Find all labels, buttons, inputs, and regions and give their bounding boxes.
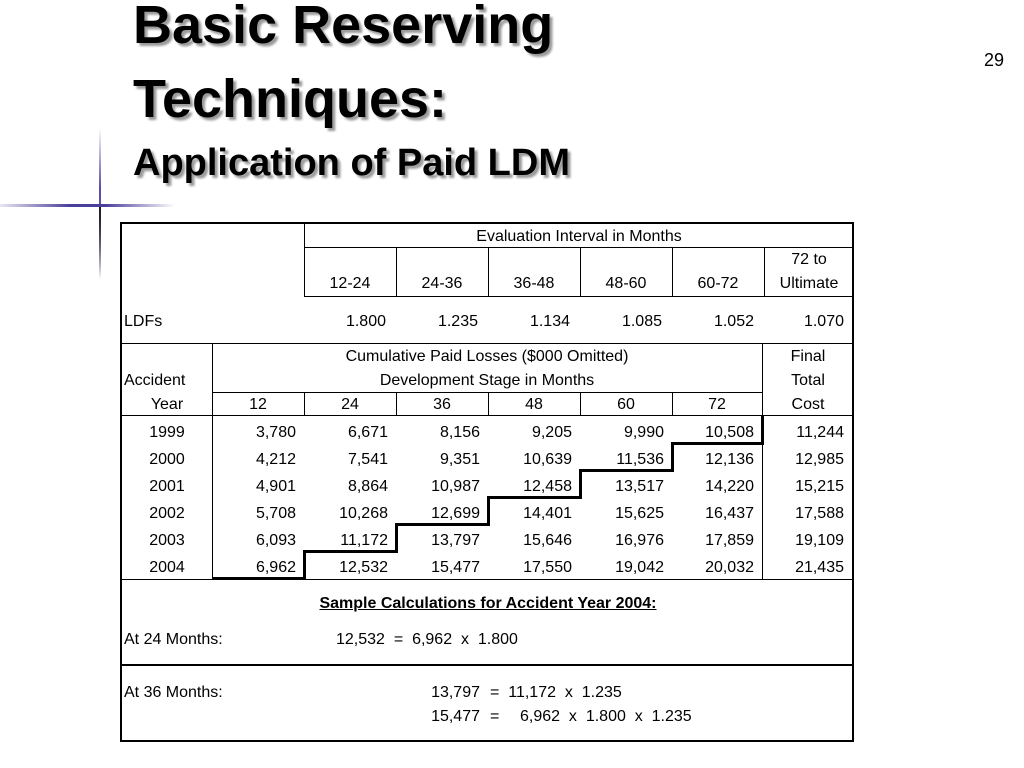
- loss-cell: 6,671: [347, 424, 388, 441]
- diagonal-stair: [303, 550, 398, 553]
- loss-cell: 9,351: [439, 451, 480, 468]
- diagonal-stair: [579, 469, 582, 497]
- stage-header: 72: [708, 396, 726, 413]
- diagonal-stair: [395, 523, 398, 551]
- ldf-value: 1.235: [437, 313, 478, 330]
- final-cost-cell: 19,109: [795, 532, 844, 549]
- loss-cell: 12,458: [523, 478, 572, 495]
- stage-header: 12: [249, 396, 267, 413]
- rule: [212, 392, 762, 393]
- loss-cell: 11,536: [616, 451, 664, 468]
- at-36-label: At 36 Months:: [124, 684, 223, 701]
- accident-year-header-line2: Year: [150, 396, 184, 413]
- evaluation-interval-header: Evaluation Interval in Months: [476, 228, 682, 245]
- loss-cell: 7,541: [347, 451, 388, 468]
- title-line-2: Techniques:: [133, 69, 448, 129]
- loss-cell: 14,401: [523, 505, 572, 522]
- ultimate-header-line1: 72 to: [791, 251, 827, 268]
- loss-cell: 5,708: [255, 505, 296, 522]
- ldf-value: 1.134: [529, 313, 570, 330]
- final-cost-cell: 11,244: [796, 424, 844, 441]
- loss-cell: 19,042: [615, 559, 664, 576]
- at-36-formula-1: = 11,172 x 1.235: [490, 684, 622, 701]
- loss-cell: 15,625: [615, 505, 664, 522]
- final-cost-header-line3: Cost: [791, 396, 825, 413]
- loss-cell: 10,268: [339, 505, 388, 522]
- loss-cell: 13,797: [431, 532, 480, 549]
- loss-cell: 12,136: [705, 451, 754, 468]
- title-line-1: Basic Reserving: [133, 0, 554, 55]
- loss-cell: 11,172: [340, 532, 388, 549]
- loss-cell: 15,646: [523, 532, 572, 549]
- accident-year: 1999: [149, 424, 185, 441]
- stage-header: 60: [617, 396, 635, 413]
- ldf-value: 1.085: [621, 313, 662, 330]
- loss-cell: 9,205: [531, 424, 572, 441]
- subtitle: Application of Paid LDM: [133, 142, 570, 184]
- loss-cell: 16,437: [705, 505, 754, 522]
- reserving-table: [120, 222, 854, 742]
- ldf-value: 1.070: [803, 313, 844, 330]
- accident-year: 2003: [149, 532, 185, 549]
- loss-cell: 17,859: [705, 532, 754, 549]
- development-stage-header: Development Stage in Months: [379, 372, 595, 389]
- rule: [304, 247, 854, 248]
- at-36-result-1: 13,797: [431, 684, 480, 701]
- loss-cell: 10,508: [705, 424, 754, 441]
- rule: [122, 664, 854, 666]
- rule: [122, 415, 854, 416]
- loss-cell: 4,901: [255, 478, 296, 495]
- decorative-vertical-line-lower: [99, 205, 101, 280]
- ultimate-header-line2: Ultimate: [779, 275, 839, 292]
- at-24-calc: 12,532 = 6,962 x 1.800: [336, 631, 518, 648]
- loss-cell: 9,990: [623, 424, 664, 441]
- decorative-horizontal-line: [0, 204, 175, 207]
- loss-cell: 4,212: [255, 451, 296, 468]
- loss-cell: 6,962: [255, 559, 296, 576]
- loss-cell: 3,780: [255, 424, 296, 441]
- diagonal-stair: [212, 577, 306, 580]
- interval-header: 12-24: [329, 275, 371, 292]
- interval-header: 48-60: [605, 275, 647, 292]
- rule: [304, 296, 854, 297]
- final-cost-header-line2: Total: [791, 372, 825, 389]
- diagonal-stair: [671, 442, 674, 470]
- rule: [122, 343, 854, 344]
- loss-cell: 8,156: [439, 424, 480, 441]
- at-36-result-2: 15,477: [431, 708, 480, 725]
- loss-cell: 12,532: [339, 559, 388, 576]
- stage-header: 24: [341, 396, 359, 413]
- loss-cell: 16,976: [615, 532, 664, 549]
- diagonal-stair: [487, 496, 490, 524]
- diagonal-stair: [395, 523, 490, 526]
- diagonal-stair: [761, 416, 764, 443]
- loss-cell: 8,864: [347, 478, 388, 495]
- interval-header: 36-48: [513, 275, 555, 292]
- accident-year: 2002: [149, 505, 185, 522]
- loss-cell: 10,639: [523, 451, 572, 468]
- accident-year-header-line1: Accident: [124, 372, 186, 389]
- final-cost-header-line1: Final: [790, 348, 826, 365]
- ldf-value: 1.052: [713, 313, 754, 330]
- at-36-equals-2: =: [490, 708, 500, 725]
- ldf-value: 1.800: [345, 313, 386, 330]
- losses-header: Cumulative Paid Losses ($000 Omitted): [345, 348, 629, 365]
- loss-cell: 15,477: [431, 559, 480, 576]
- interval-header: 60-72: [697, 275, 739, 292]
- final-cost-cell: 15,215: [795, 478, 844, 495]
- diagonal-stair: [303, 550, 306, 579]
- loss-cell: 14,220: [705, 478, 754, 495]
- page-number: 29: [983, 50, 1004, 70]
- at-36-formula-2: 6,962 x 1.800 x 1.235: [520, 708, 692, 725]
- loss-cell: 17,550: [523, 559, 572, 576]
- accident-year: 2000: [149, 451, 185, 468]
- interval-header: 24-36: [421, 275, 463, 292]
- loss-cell: 12,699: [431, 505, 480, 522]
- diagonal-stair: [671, 442, 764, 445]
- final-cost-cell: 17,588: [795, 505, 844, 522]
- stage-header: 48: [525, 396, 543, 413]
- at-24-label: At 24 Months:: [124, 631, 223, 648]
- sample-heading: Sample Calculations for Accident Year 2004:: [319, 595, 657, 612]
- accident-year: 2004: [149, 559, 185, 576]
- diagonal-stair: [579, 469, 674, 472]
- final-cost-cell: 21,435: [795, 559, 844, 576]
- loss-cell: 10,987: [431, 478, 480, 495]
- stage-header: 36: [433, 396, 451, 413]
- accident-year: 2001: [149, 478, 185, 495]
- diagonal-stair: [487, 496, 582, 499]
- loss-cell: 20,032: [705, 559, 754, 576]
- ldf-row-label: LDFs: [124, 313, 163, 330]
- loss-cell: 6,093: [255, 532, 296, 549]
- loss-cell: 13,517: [615, 478, 664, 495]
- final-cost-cell: 12,985: [795, 451, 844, 468]
